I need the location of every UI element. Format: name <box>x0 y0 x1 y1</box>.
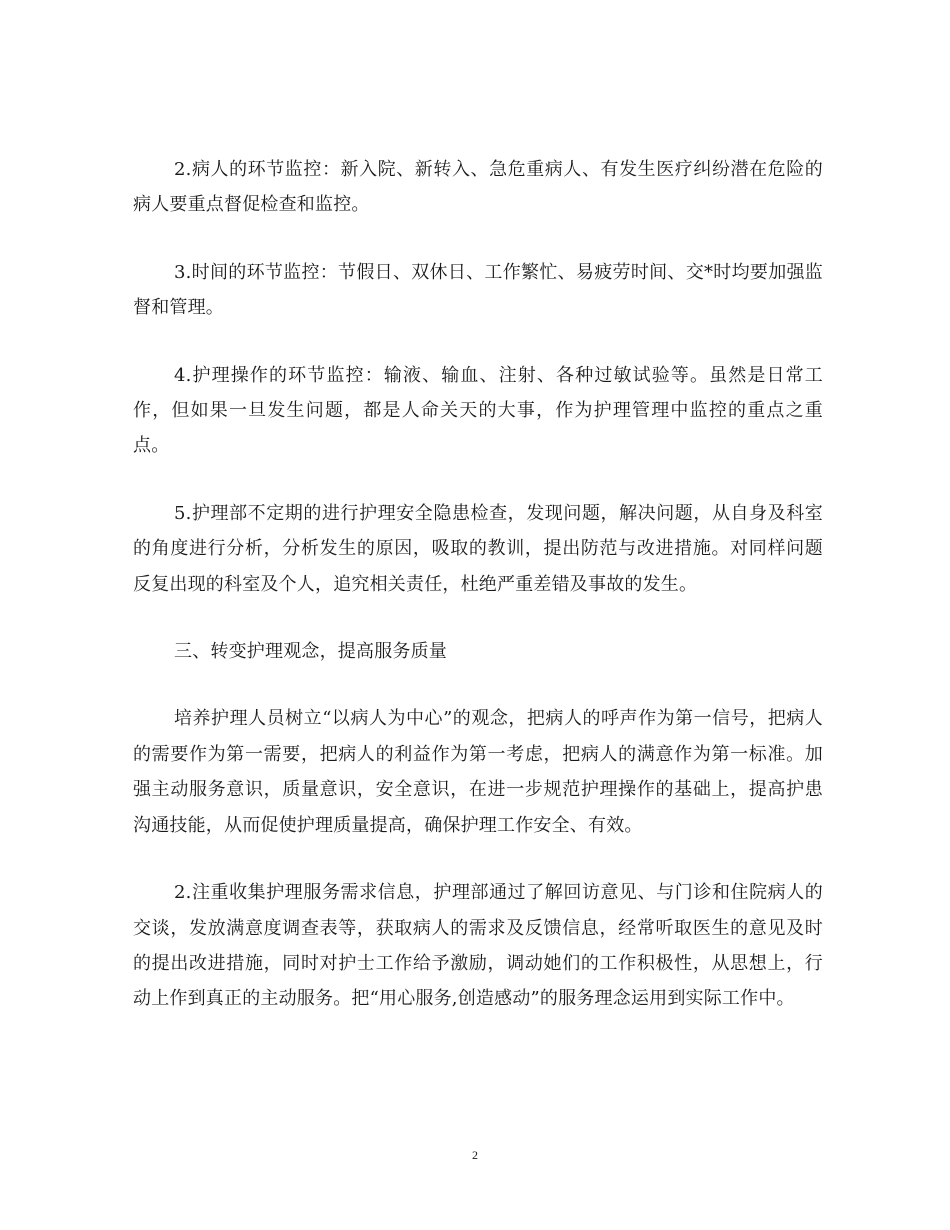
document-body <box>133 152 823 1049</box>
paragraph-patient-centered: 培养护理人员树立“以病人为中心”的观念，把病人的呼声作为第一信号，把病人的需要作为第一需要，把病人的利益作为第一考虑，把病人的满意作为第一标准。加强主动服务意识，质量意识，安全意识，在进一步规范护理操作的基础上，提高护患沟通技能，从而促使护理质量提高，确保护理工作安全、有效。 <box>133 708 823 836</box>
page-number: 2 <box>472 1148 478 1162</box>
paragraph-service-feedback: 2.注重收集护理服务需求信息，护理部通过了解回访意见、与门诊和住院病人的交谈，发放满意度调查表等，获取病人的需求及反馈信息，经常听取医生的意见及时的提出改进措施，同时对护士工作给予激励，调动她们的工作积极性，从思想上，行动上作到真正的主动服务。把“用心服务,创造感动”的服务理念运用到实际工作中。 <box>133 882 823 1010</box>
paragraph-time-monitoring: 3.时间的环节监控：节假日、双休日、工作繁忙、易疲劳时间、交*时均要加强监督和管理。 <box>133 261 823 319</box>
paragraph-safety-inspection: 5.护理部不定期的进行护理安全隐患检查，发现问题，解决问题，从自身及科室的角度进行分析，分析发生的原因，吸取的教训，提出防范与改进措施。对同样问题反复出现的科室及个人，追究相关责任，杜绝严重差错及事故的发生。 <box>133 502 823 595</box>
paragraph-operation-monitoring: 4.护理操作的环节监控：输液、输血、注射、各种过敏试验等。虽然是日常工作，但如果一旦发生问题，都是人命关天的大事，作为护理管理中监控的重点之重点。 <box>133 364 823 457</box>
section-heading: 三、转变护理观念，提高服务质量 <box>174 641 447 663</box>
paragraph-patient-monitoring: 2.病人的环节监控：新入院、新转入、急危重病人、有发生医疗纠纷潜在危险的病人要重点督促检查和监控。 <box>133 159 823 216</box>
